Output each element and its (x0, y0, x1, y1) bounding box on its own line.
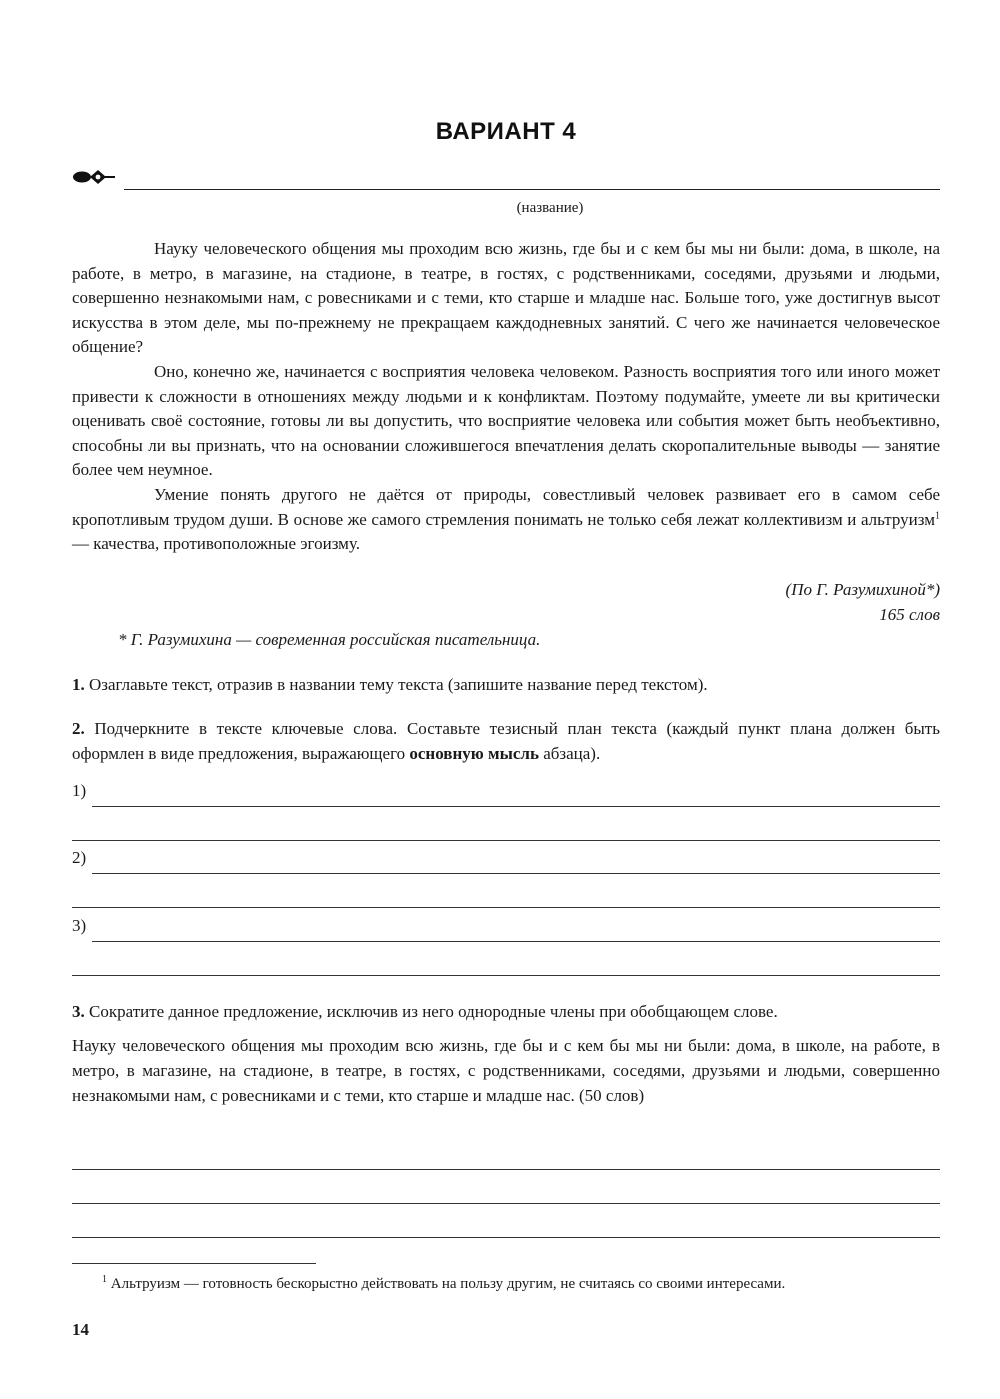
footnote (102, 1274, 940, 1295)
page-number: 14 (72, 1320, 89, 1339)
footnote-marker: 1 (935, 509, 940, 521)
plan-extra-line[interactable] (72, 907, 940, 908)
footnote-text: Альтруизм — готовность бескорыстно действовать на пользу другим, не считаясь со своими интересами. (107, 1276, 786, 1292)
plan-item-number: 2) (72, 848, 87, 867)
text-paragraph-3 (72, 483, 940, 557)
plan-item-1[interactable] (72, 781, 940, 807)
plan-line[interactable] (92, 873, 940, 874)
text-paragraph-1: Науку человеческого общения мы проходим всю жизнь, где бы и с кем бы мы ни были: дома, в школе, на работе, в метро, в магазине, на стадионе, в театре, в гостях, с родственниками, соседями, друзьями и людьми, совершенно незнакомыми нам, с ровесниками и с теми, кто старше и младше нас. Больше того, уже достигнув высот искусства в этом деле, мы по-прежнему не прекращаем каждодневных занятий. С чего же начинается человеческое общение? (72, 239, 940, 357)
plan-extra-line[interactable] (72, 975, 940, 976)
paragraph-3-part-1: Умение понять другого не даётся от природы, совестливый человек развивает его в самом себе кропотливым трудом души. В основе же самого стремления понимать не только себя лежат коллективизм и альтруизм (72, 484, 940, 529)
plan-item-number: 1) (72, 781, 87, 800)
title-answer-line[interactable] (124, 189, 940, 190)
task-1 (72, 672, 940, 697)
pen-icon (72, 166, 116, 188)
task-2-text-b: абзаца). (538, 744, 601, 763)
paragraph-3-part-2: — качества, противоположные эгоизму. (72, 534, 360, 554)
text-paragraph-2: Оно, конечно же, начинается с восприятия человека человеком. Разность восприятия того или иного может привести к сложности в отношениях между людьми и к конфликтам. Поэтому подумайте, умеете ли вы критически оценивать своё состояние, готовы ли вы допустить, что восприятие человека или события может быть необъективно, способны ли вы признать, что на основании сложившегося впечатления делать скоропалительные выводы — занятие более чем неумное. (72, 361, 940, 480)
answer-line[interactable] (72, 1203, 940, 1204)
plan-item-number: 3) (72, 916, 87, 935)
task-1-number: 1. (72, 675, 85, 694)
task-2 (72, 716, 940, 766)
task-2-text-a: Подчеркните в тексте ключевые слова. Составьте тезисный план текста (каждый пункт плана должен быть оформлен в виде предложения, выражающего (72, 719, 940, 763)
task-1-text: Озаглавьте текст, отразив в названии тему текста (запишите название перед текстом). (84, 675, 708, 694)
task-2-bold: основную мысль (409, 744, 539, 763)
variant-title: ВАРИАНТ 4 (435, 118, 577, 145)
plan-item-3[interactable] (72, 916, 940, 942)
answer-line[interactable] (72, 1237, 940, 1238)
footnote-number: 1 (102, 1274, 107, 1285)
plan-line[interactable] (92, 806, 940, 807)
task-2-number: 2. (72, 719, 85, 738)
name-caption: (название) (516, 200, 584, 216)
plan-extra-line[interactable] (72, 840, 940, 841)
task-3-number: 3. (72, 1002, 85, 1021)
answer-line[interactable] (72, 1169, 940, 1170)
worksheet-page (72, 0, 940, 1399)
author-note: * Г. Разумихина — современная российская писательница. (118, 630, 541, 649)
task-3 (72, 999, 940, 1024)
footnote-rule (72, 1263, 316, 1264)
source-author: (По Г. Разумихиной*) (785, 580, 940, 599)
task-3-sentence: Науку человеческого общения мы проходим всю жизнь, где бы и с кем бы мы ни были: дома, в школе, на работе, в метро, в магазине, на стадионе, в театре, в гостях, с родственниками, соседями, друзьями и людьми, совершенно незнакомыми нам, с ровесниками и с теми, кто старше и младше нас. (50 слов) (72, 1036, 940, 1105)
task-3-text: Сократите данное предложение, исключив из него однородные члены при обобщающем слове. (84, 1002, 778, 1021)
main-text (72, 237, 940, 557)
plan-item-2[interactable] (72, 848, 940, 874)
word-count: 165 слов (879, 605, 940, 624)
plan-line[interactable] (92, 941, 940, 942)
